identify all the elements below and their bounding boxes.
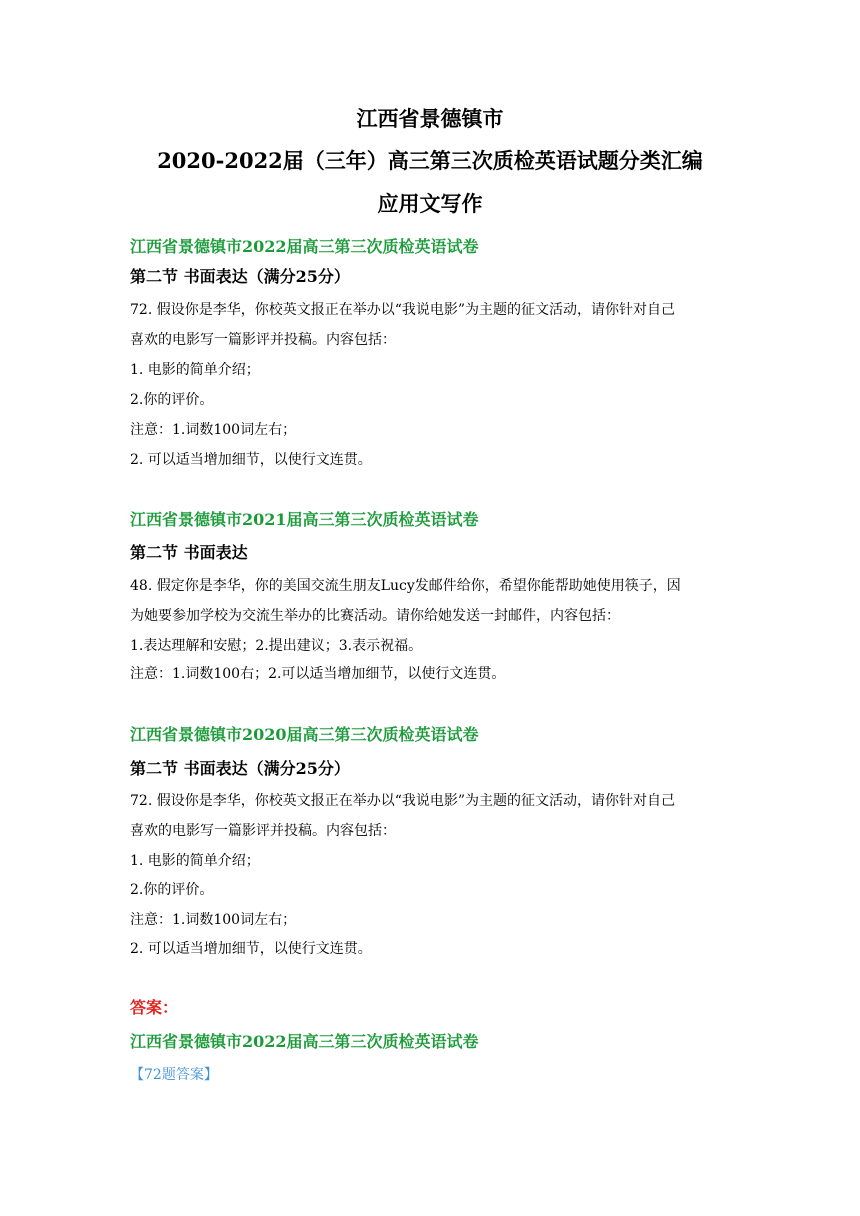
question-text-line: 1. 电影的简单介绍； xyxy=(130,853,260,869)
question-text-line: 48. 假定你是李华，你的美国交流生朋友Lucy发邮件给你，希望你能帮助她使用筷子，因 xyxy=(130,578,681,594)
question-text-line: 1. 电影的简单介绍； xyxy=(130,362,260,378)
question-text-line: 72. 假设你是李华，你校英文报正在举办以“我说电影”为主题的征文活动，请你针对自己 xyxy=(130,793,676,809)
document-title-region: 江西省景德镇市 xyxy=(356,106,504,131)
question-text-line: 2.你的评价。 xyxy=(130,392,214,408)
question-text-line: 2. 可以适当增加细节，以使行文连贯。 xyxy=(130,452,372,468)
question-text-line: 喜欢的电影写一篇影评并投稿。内容包括： xyxy=(130,332,396,348)
answers-label: 答案： xyxy=(130,998,179,1017)
question-text-line: 为她要参加学校为交流生举办的比赛活动。请你给她发送一封邮件，内容包括： xyxy=(130,608,620,624)
question-text-line: 注意：1.词数100词左右； xyxy=(130,422,297,438)
answer-tag-72: 【72题答案】 xyxy=(130,1067,218,1083)
section-heading-2022: 江西省景德镇市2022届高三第三次质检英语试卷 xyxy=(130,237,479,256)
question-text-line: 注意：1.词数100右；2.可以适当增加细节，以使行文连贯。 xyxy=(130,666,506,682)
question-text-line: 2.你的评价。 xyxy=(130,882,214,898)
document-title-topic: 应用文写作 xyxy=(377,191,483,216)
section-subheading-2022: 第二节 书面表达（满分25分） xyxy=(130,267,350,286)
section-subheading-2021: 第二节 书面表达 xyxy=(130,543,248,562)
document-title-series: 2020-2022届（三年）高三第三次质检英语试题分类汇编 xyxy=(157,148,703,173)
section-heading-2021: 江西省景德镇市2021届高三第三次质检英语试卷 xyxy=(130,510,479,529)
section-subheading-2020: 第二节 书面表达（满分25分） xyxy=(130,759,350,778)
answers-section-heading: 江西省景德镇市2022届高三第三次质检英语试卷 xyxy=(130,1032,479,1051)
question-text-line: 喜欢的电影写一篇影评并投稿。内容包括： xyxy=(130,823,396,839)
section-heading-2020: 江西省景德镇市2020届高三第三次质检英语试卷 xyxy=(130,725,479,744)
question-text-line: 2. 可以适当增加细节，以使行文连贯。 xyxy=(130,941,372,957)
question-text-line: 注意：1.词数100词左右； xyxy=(130,912,297,928)
question-text-line: 1.表达理解和安慰；2.提出建议；3.表示祝福。 xyxy=(130,638,423,654)
question-text-line: 72. 假设你是李华，你校英文报正在举办以“我说电影”为主题的征文活动，请你针对自己 xyxy=(130,302,676,318)
